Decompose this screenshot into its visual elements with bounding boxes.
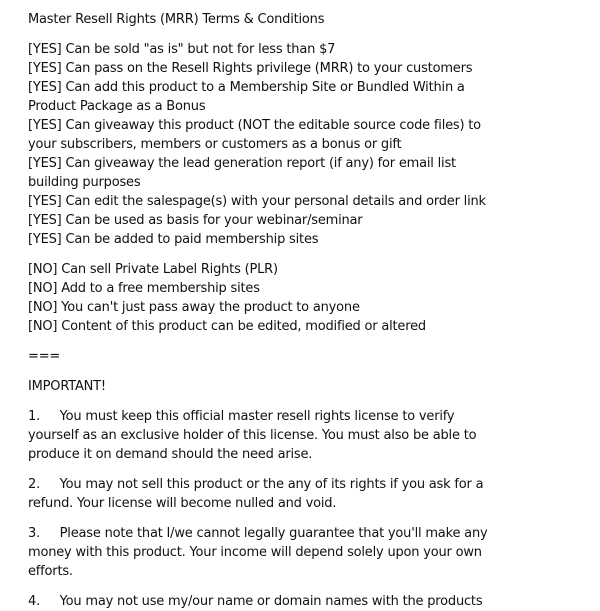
text-line: 1. You must keep this official master resell rights license to verify (28, 409, 455, 424)
text-line: money with this product. Your income will depend solely upon your own (28, 545, 482, 560)
no-rights-list (28, 260, 580, 336)
text-line: [NO] You can't just pass away the product to anyone (28, 300, 360, 315)
text-line: [YES] Can be sold "as is" but not for less than $7 (28, 42, 336, 57)
text-line: building purposes (28, 175, 141, 190)
text-line: [NO] Add to a free membership sites (28, 281, 260, 296)
term-4 (28, 592, 580, 611)
text-line: IMPORTANT! (28, 379, 106, 394)
text-line: [YES] Can be used as basis for your webinar/seminar (28, 213, 363, 228)
text-line: === (28, 349, 61, 364)
text-line: [YES] Can be added to paid membership sites (28, 232, 319, 247)
document-title: Master Resell Rights (MRR) Terms & Conditions (28, 12, 325, 27)
text-line: Product Package as a Bonus (28, 99, 206, 114)
text-line: 3. Please note that I/we cannot legally guarantee that you'll make any (28, 526, 488, 541)
separator (28, 347, 580, 366)
text-line: [YES] Can giveaway this product (NOT the editable source code files) to (28, 118, 481, 133)
text-line: your subscribers, members or customers as a bonus or gift (28, 137, 402, 152)
term-2 (28, 475, 580, 513)
text-line: [YES] Can giveaway the lead generation report (if any) for email list (28, 156, 456, 171)
document-body (28, 40, 580, 611)
text-line: [YES] Can add this product to a Membership Site or Bundled Within a (28, 80, 465, 95)
text-line: [YES] Can pass on the Resell Rights privilege (MRR) to your customers (28, 61, 473, 76)
term-3 (28, 524, 580, 581)
text-line: [YES] Can edit the salespage(s) with your personal details and order link (28, 194, 486, 209)
important-heading (28, 377, 580, 396)
text-line: 2. You may not sell this product or the any of its rights if you ask for a (28, 477, 484, 492)
text-line: [NO] Can sell Private Label Rights (PLR) (28, 262, 278, 277)
text-line: 4. You may not use my/our name or domain names with the products (28, 594, 483, 609)
text-line: [NO] Content of this product can be edited, modified or altered (28, 319, 426, 334)
text-line: produce it on demand should the need arise. (28, 447, 313, 462)
yes-rights-list (28, 40, 580, 249)
text-line: refund. Your license will become nulled and void. (28, 496, 337, 511)
text-line: yourself as an exclusive holder of this license. You must also be able to (28, 428, 477, 443)
text-line: efforts. (28, 564, 73, 579)
term-1 (28, 407, 580, 464)
